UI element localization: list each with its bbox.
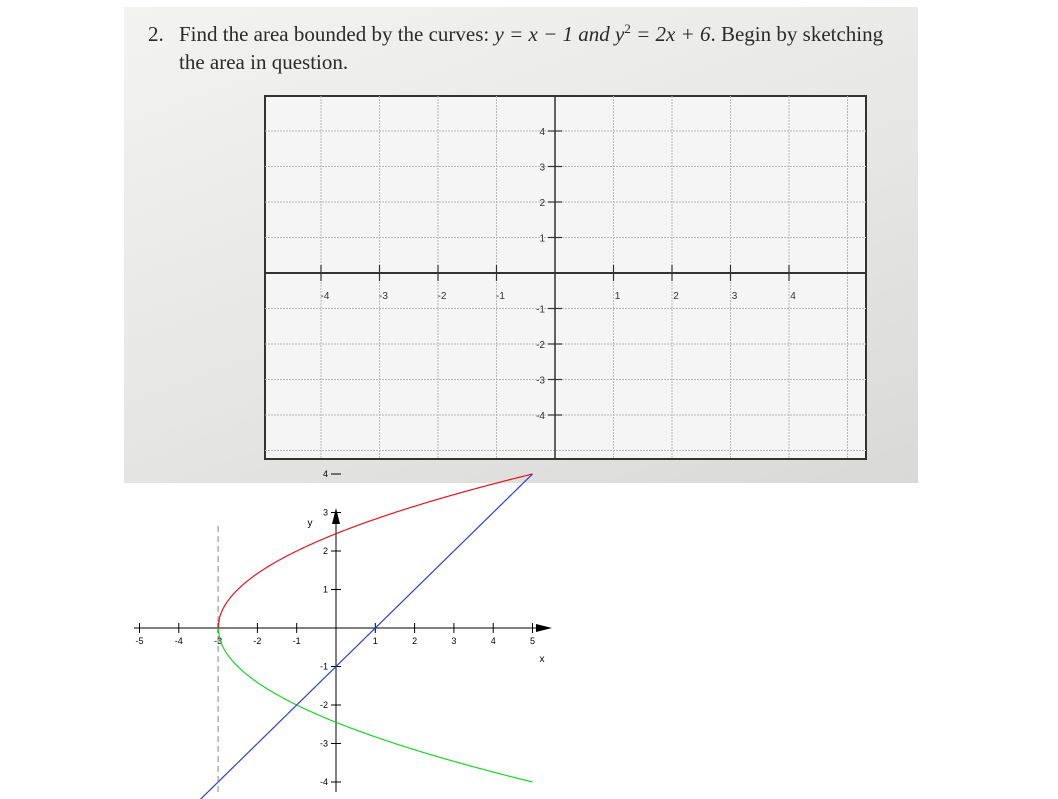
grid-y-tick-label: 1 — [539, 233, 545, 245]
x-tick-label: -5 — [135, 636, 144, 646]
lower-parabola-curve — [218, 628, 532, 782]
x-axis-label: x — [539, 654, 545, 665]
grid-y-tick-label: -1 — [536, 304, 545, 316]
x-tick-label: -2 — [253, 636, 262, 646]
x-tick-label: 2 — [412, 636, 418, 646]
problem-text-tail: . Begin by sketching — [710, 22, 884, 46]
grid-y-tick-label: -4 — [536, 411, 545, 422]
and-word: and — [578, 22, 610, 46]
y-tick-label: -2 — [319, 700, 328, 710]
grid-x-tick-label: 4 — [790, 291, 796, 302]
problem-line-2: the area in question. — [179, 50, 349, 74]
worksheet-photo — [124, 7, 918, 483]
x-tick-label: -3 — [214, 636, 223, 646]
grid-x-tick-label: -1 — [496, 291, 505, 302]
grid-y-tick-label: 4 — [539, 127, 545, 138]
grid-y-tick-label: -3 — [536, 375, 545, 387]
problem-text: Find the area bounded by the curves: — [179, 22, 495, 46]
grid-x-tick-label: -4 — [320, 291, 330, 302]
grid-frame — [265, 96, 866, 459]
x-tick-label: -1 — [292, 636, 301, 646]
equation-parabola-lhs: y — [614, 22, 625, 46]
grid-x-tick-label: -2 — [437, 291, 447, 302]
x-tick-label: 1 — [372, 636, 378, 646]
y-tick-label: -4 — [319, 777, 328, 787]
y-tick-label: -3 — [319, 738, 328, 749]
y-tick-label: 2 — [322, 546, 328, 556]
y-tick-label: 1 — [322, 584, 328, 595]
x-tick-label: 5 — [529, 636, 536, 646]
equation-parabola-rhs: = 2x + 6 — [630, 22, 711, 46]
x-tick-label: 4 — [490, 636, 496, 646]
x-tick-label: 3 — [451, 636, 457, 646]
upper-parabola-curve — [218, 474, 532, 628]
grid-x-tick-label: 1 — [614, 291, 621, 302]
equation-line: y = x − 1 — [494, 22, 573, 46]
equation-parabola-exponent: 2 — [624, 21, 631, 36]
grid-x-tick-label: 3 — [731, 291, 738, 302]
y-tick-label: 3 — [322, 507, 328, 518]
grid-y-tick-label: 2 — [539, 198, 545, 209]
blank-grid — [124, 7, 918, 483]
x-tick-label: -4 — [174, 636, 183, 646]
y-tick-label: 4 — [322, 469, 328, 479]
y-tick-label: -1 — [319, 661, 328, 672]
solution-graph — [124, 469, 554, 792]
grid-x-tick-label: -3 — [379, 291, 388, 302]
y-axis-arrow — [332, 508, 340, 524]
grid-y-tick-label: -2 — [536, 340, 545, 351]
grid-x-tick-label: 2 — [673, 291, 679, 302]
y-axis-label: y — [307, 518, 313, 529]
problem-number: 2. — [148, 22, 164, 46]
x-axis-arrow — [536, 624, 552, 632]
grid-y-tick-label: 3 — [539, 162, 545, 174]
